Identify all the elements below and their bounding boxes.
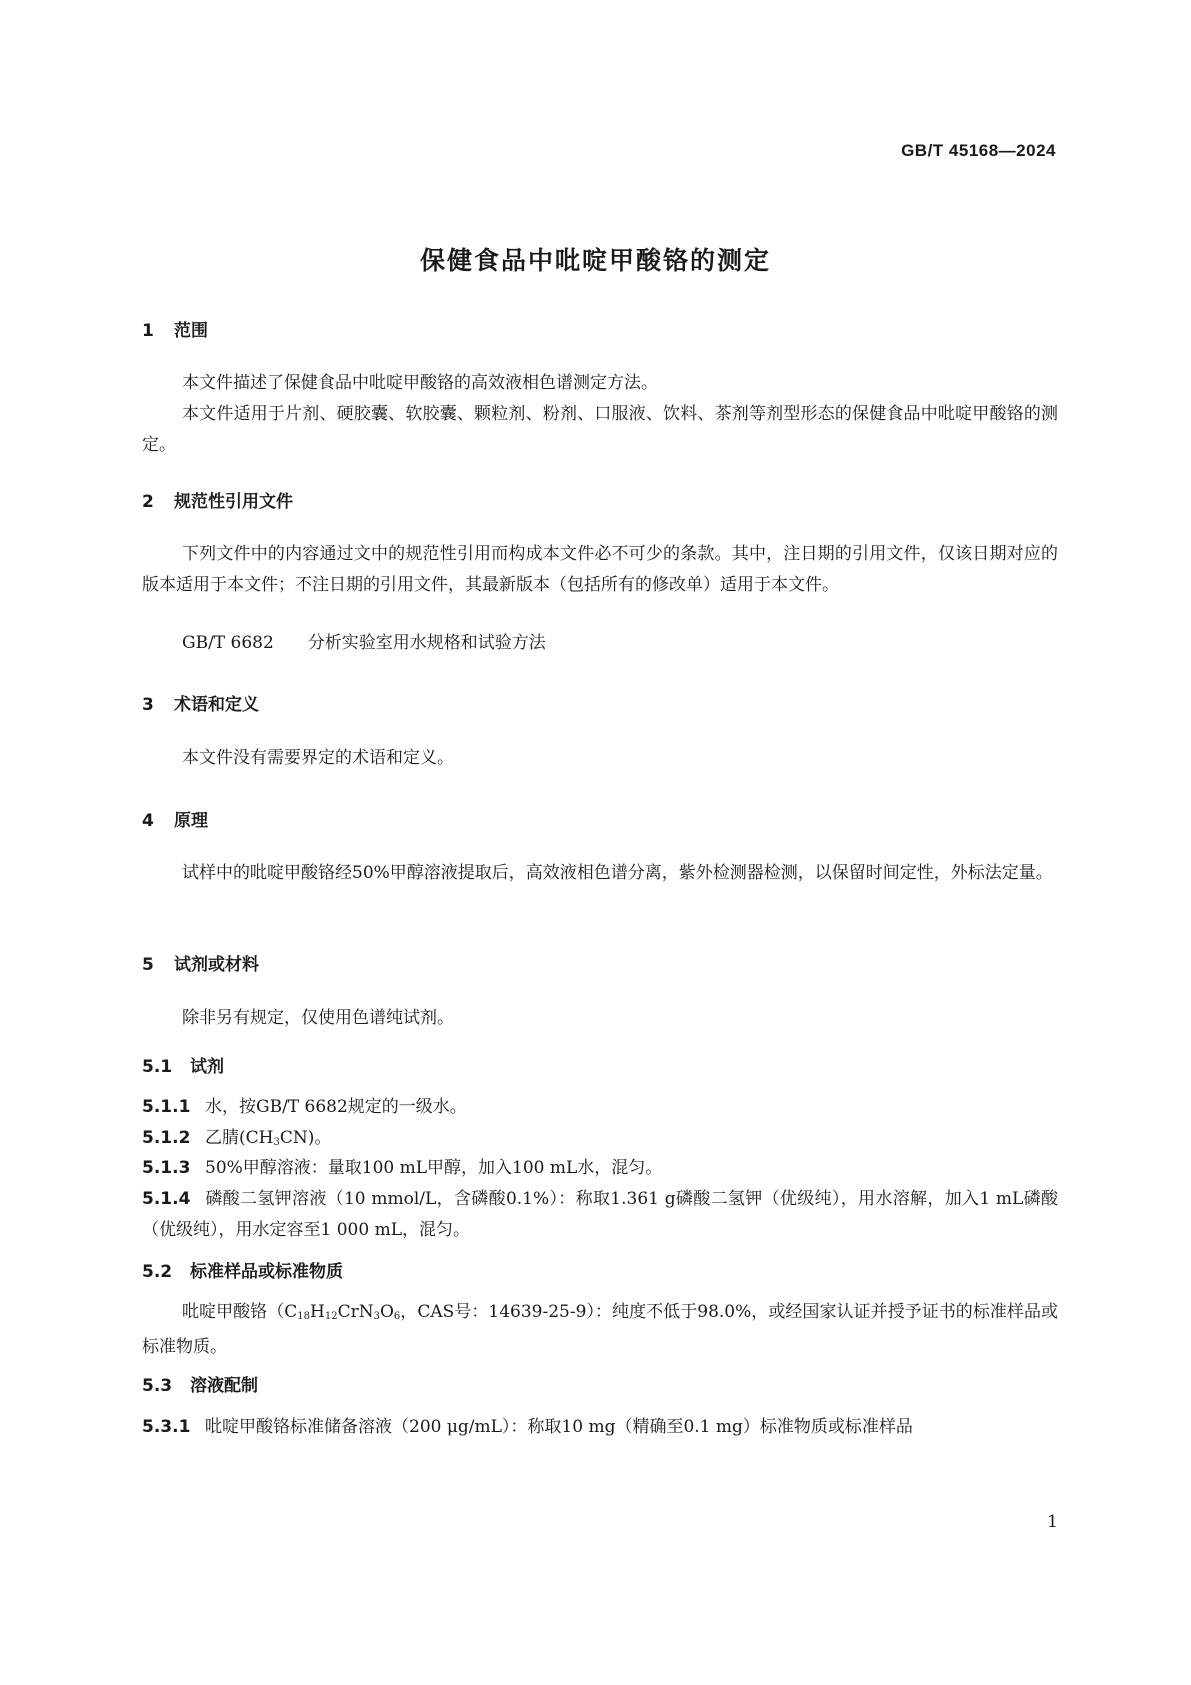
clause-5-3-1-number: 5.3.1 <box>142 1417 191 1437</box>
formula-h: H <box>310 1302 325 1322</box>
subscript-o: 6 <box>393 1311 401 1322</box>
section-4-paragraph-1: 试样中的吡啶甲酸铬经50%甲醇溶液提取后，高效液相色谱分离，紫外检测器检测，以保留时间定性，外标法定量。 <box>182 863 1053 883</box>
formula-o: O <box>379 1302 394 1322</box>
section-5-3-number: 5.3 <box>142 1376 173 1396</box>
subscript-h: 12 <box>324 1311 338 1322</box>
clause-5-1-1-text: 水，按GB/T 6682规定的一级水。 <box>205 1097 467 1117</box>
section-5-1-heading <box>142 1052 224 1077</box>
section-5-2-number: 5.2 <box>142 1262 173 1282</box>
clause-5-1-4 <box>142 1184 1058 1246</box>
clause-5-1-3-number: 5.1.3 <box>142 1158 191 1178</box>
formula-crn: CrN <box>337 1302 374 1322</box>
section-5-title: 试剂或材料 <box>174 955 259 975</box>
section-3-title: 术语和定义 <box>174 695 259 715</box>
clause-5-1-4-number: 5.1.4 <box>142 1189 191 1209</box>
acetonitrile-formula-pre: 乙腈(CH <box>205 1128 274 1148</box>
section-5-number: 5 <box>142 955 154 975</box>
normative-reference <box>142 628 1058 659</box>
section-3-number: 3 <box>142 695 154 715</box>
document-title: 保健食品中吡啶甲酸铬的测定 <box>419 246 771 275</box>
section-5-heading <box>142 950 259 975</box>
section-5-paragraph-1: 除非另有规定，仅使用色谱纯试剂。 <box>182 1008 454 1028</box>
clause-5-1-3 <box>142 1153 1058 1184</box>
acetonitrile-subscript: 3 <box>273 1137 280 1148</box>
section-1-heading <box>142 316 208 341</box>
section-1-paragraph-2: 本文件适用于片剂、硬胶囊、软胶囊、颗粒剂、粉剂、口服液、饮料、茶剂等剂型形态的保健食品中吡啶甲酸铬的测定。 <box>142 404 1058 455</box>
clause-5-1-2-number: 5.1.2 <box>142 1128 191 1148</box>
section-5-1-title: 试剂 <box>190 1057 224 1077</box>
clause-5-3-1-text: 吡啶甲酸铬标准储备溶液（200 μg/mL）：称取10 mg（精确至0.1 mg）标准物质或标准样品 <box>205 1417 913 1437</box>
section-5-2-title: 标准样品或标准物质 <box>190 1262 343 1282</box>
formula-prefix: 吡啶甲酸铬（C <box>182 1302 298 1322</box>
section-2-heading <box>142 487 293 512</box>
section-4-heading <box>142 806 208 831</box>
section-2-paragraph-1: 下列文件中的内容通过文中的规范性引用而构成本文件必不可少的条款。其中，注日期的引用文件，仅该日期对应的版本适用于本文件；不注日期的引用文件，其最新版本（包括所有的修改单）适用于本文件。 <box>142 544 1058 595</box>
subscript-n: 3 <box>373 1311 380 1322</box>
section-4-number: 4 <box>142 811 154 831</box>
subscript-c: 18 <box>297 1311 310 1322</box>
clause-5-1-3-text: 50%甲醇溶液：量取100 mL甲醇，加入100 mL水，混匀。 <box>205 1158 663 1178</box>
section-5-2-heading <box>142 1257 343 1282</box>
reference-code: GB/T 6682 <box>182 633 274 653</box>
formula-suffix: ，CAS号：14639-25-9）：纯度不低于98.0%，或经国家认证并授予证书的标准样品或标准物质。 <box>142 1302 1058 1357</box>
section-2-title: 规范性引用文件 <box>174 492 293 512</box>
acetonitrile-formula-post: CN)。 <box>279 1128 332 1148</box>
section-1-title: 范围 <box>174 321 208 341</box>
section-5-2-paragraph <box>142 1297 1058 1363</box>
section-5-3-heading <box>142 1371 258 1396</box>
section-3-paragraph-1: 本文件没有需要界定的术语和定义。 <box>182 748 454 768</box>
page-number: 1 <box>1047 1512 1058 1532</box>
section-5-1-number: 5.1 <box>142 1057 173 1077</box>
section-1-paragraph-1: 本文件描述了保健食品中吡啶甲酸铬的高效液相色谱测定方法。 <box>182 373 658 393</box>
standard-number: GB/T 45168—2024 <box>901 141 1056 160</box>
section-2-number: 2 <box>142 492 154 512</box>
section-5-3-title: 溶液配制 <box>190 1376 258 1396</box>
clause-5-1-4-text: 磷酸二氢钾溶液（10 mmol/L，含磷酸0.1%）：称取1.361 g磷酸二氢钾（优级纯），用水溶解，加入1 mL磷酸（优级纯），用水定容至1 000 mL，混匀。 <box>142 1189 1058 1240</box>
section-4-title: 原理 <box>174 811 208 831</box>
reference-title: 分析实验室用水规格和试验方法 <box>307 633 546 653</box>
clause-5-1-1 <box>142 1092 1058 1123</box>
clause-5-3-1 <box>142 1412 1058 1443</box>
section-1-number: 1 <box>142 321 154 341</box>
section-3-heading <box>142 690 259 715</box>
clause-5-1-1-number: 5.1.1 <box>142 1097 191 1117</box>
